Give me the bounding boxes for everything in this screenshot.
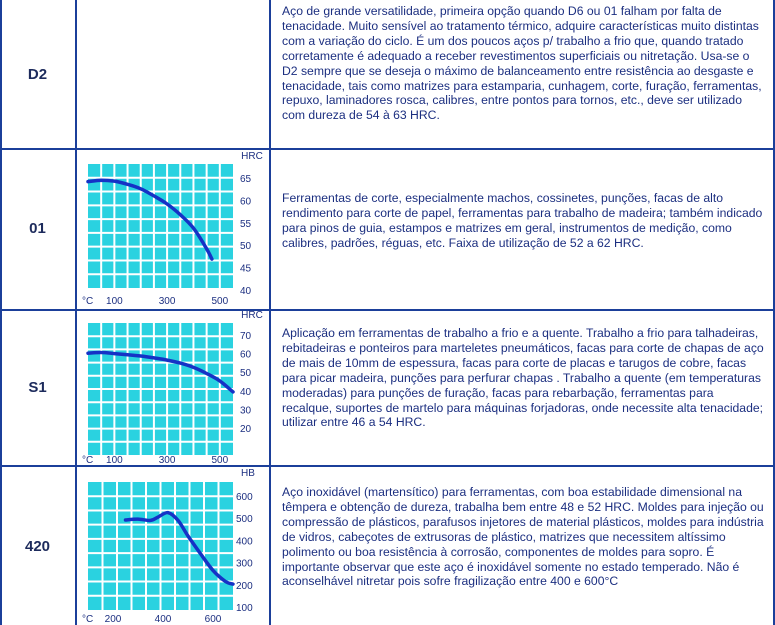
table-divider-2 <box>269 0 271 625</box>
table-border-left <box>0 0 2 625</box>
x-tick-label: 300 <box>158 296 176 307</box>
steel-description: Aplicação em ferramentas de trabalho a frio e a quente. Trabalho a frio para talhadeiras, rebitadeiras e ponteiros para marteletes pneumáticos, facas para corte de chapas de aço de mais de 10mm de espessura, facas para corte de placas e tarugos de cobre, facas para picar madeira, punções para perfurar chapas . Trabalho a quente (em temperaturas moderadas) para punções de furação, facas para rebarbação, ferramentas para recalque, suportes de martelo para máquinas forjadoras, onde necessite alta tenacidade; utilizar entre 46 a 54 HRC. <box>282 326 764 430</box>
y-unit-label: HRC <box>241 310 263 321</box>
chart-svg <box>78 467 268 625</box>
y-tick-label: 70 <box>240 331 252 342</box>
steel-description: Ferramentas de corte, especialmente machos, cossinetes, punções, facas de alto rendimento para corte de papel, ferramentas para trabalho de madeira; também indicado para pinos de guia, estampos e matrizes em geral, instrumentos de medição, como calibres, padrões, réguas, etc. Faixa de utilização de 52 a 62 HRC. <box>282 191 763 250</box>
x-tick-label: 100 <box>106 296 123 307</box>
y-tick-label: 60 <box>240 196 252 208</box>
steel-description: Aço de grande versatilidade, primeira opção quando D6 ou 01 falham por falta de tenacidade. Muito sensível ao tratamento térmico, adquire características muito distintas com a variação do ciclo. É um dos poucos aços p/ trabalho a frio que, quando tratado corretamente é adequado a receber revestimentos superficiais ou nitretação. Usa-se o D2 sempre que se deseja o máximo de balanceamento entre resistência ao desgaste e tenacidade, tais como matrizes para estamparia, cunhagem, corte, furação, ferramentas, repuxo, laminadores rosca, calibres, entre pontos para tornos, etc., deve ser utilizado com dureza de 54 à 63 HRC. <box>282 4 762 123</box>
y-tick-label: 30 <box>240 405 252 417</box>
x-tick-label: 200 <box>104 614 122 625</box>
x-tick-label: 500 <box>211 455 229 466</box>
chart-svg <box>78 151 268 306</box>
y-tick-label: 100 <box>236 603 253 614</box>
y-tick-label: 55 <box>240 218 252 230</box>
y-tick-label: 60 <box>240 349 252 361</box>
x-tick-label: 400 <box>154 614 172 625</box>
y-tick-label: 600 <box>236 492 253 503</box>
steel-name: 01 <box>29 220 46 237</box>
y-tick-label: 50 <box>240 241 252 253</box>
x-unit-label: °C <box>82 614 94 625</box>
chart-svg <box>78 311 268 466</box>
y-tick-label: 40 <box>240 386 252 398</box>
y-tick-label: 50 <box>240 368 252 380</box>
chart-grid-bg <box>88 164 233 288</box>
x-unit-label: °C <box>82 296 94 307</box>
y-unit-label: HRC <box>241 151 263 162</box>
steel-name: 420 <box>24 538 51 555</box>
y-tick-label: 500 <box>236 514 253 526</box>
steel-name: S1 <box>28 379 47 396</box>
y-unit-label: HB <box>241 468 255 479</box>
hardness-chart-01 <box>78 151 268 306</box>
x-tick-label: 100 <box>106 455 123 466</box>
x-tick-label: 600 <box>204 614 222 625</box>
y-tick-label: 400 <box>236 536 253 548</box>
row-separator <box>0 148 775 150</box>
y-tick-label: 40 <box>240 286 252 297</box>
y-tick-label: 20 <box>240 424 252 435</box>
table-divider-1 <box>75 0 77 625</box>
y-tick-label: 300 <box>236 558 253 570</box>
x-unit-label: °C <box>82 455 94 466</box>
hardness-chart-s1 <box>78 311 268 466</box>
y-tick-label: 200 <box>236 580 253 592</box>
steel-description: Aço inoxidável (martensítico) para ferramentas, com boa estabilidade dimensional na têmpera e obtenção de dureza, trabalha bem entre 48 e 52 HRC. Moldes para injeção ou compressão de plásticos, parafusos injetores de material plásticos, moldes para indústria de vidros, cabeçotes de extrusoras de plástico, matrizes que necessitem altíssimo polimento ou boa resistência à corrosão, componentes de moldes para sopro. É importante observar que este aço é inoxidável somente no estado temperado. Não é aconselhável nitretar pois sofre fragilização entre 400 e 600°C <box>282 485 764 589</box>
steel-name: D2 <box>27 66 48 83</box>
y-tick-label: 65 <box>240 174 252 185</box>
x-tick-label: 500 <box>211 296 229 307</box>
hardness-chart-420 <box>78 467 268 625</box>
x-tick-label: 300 <box>158 455 176 466</box>
y-tick-label: 45 <box>240 263 252 275</box>
